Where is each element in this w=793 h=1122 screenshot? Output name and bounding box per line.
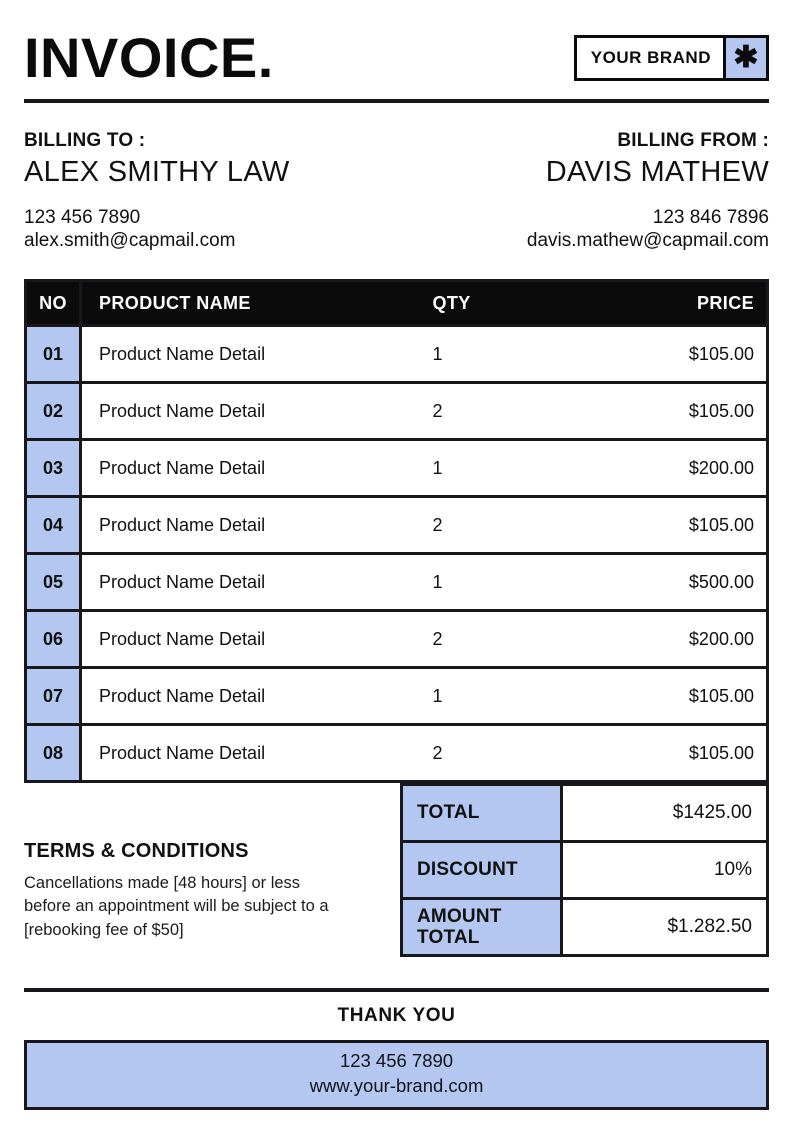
header-divider: [24, 99, 769, 103]
terms-and-summary: [24, 783, 769, 957]
item-number-cell: 04: [26, 497, 81, 554]
page-title: INVOICE.: [24, 26, 274, 89]
table-row: [26, 383, 768, 440]
item-number-cell: 01: [26, 326, 81, 383]
thank-you-text: THANK YOU: [337, 1005, 456, 1027]
summary-value-cell: $1425.00: [562, 785, 768, 842]
table-row: [26, 554, 768, 611]
item-price-cell: $105.00: [593, 497, 768, 554]
item-product-cell: Product Name Detail: [81, 611, 423, 668]
items-table-header: [26, 281, 768, 326]
item-product-cell: Product Name Detail: [81, 326, 423, 383]
item-number-cell: 03: [26, 440, 81, 497]
billing-section: [24, 130, 769, 252]
billing-to-email: alex.smith@capmail.com: [24, 230, 236, 252]
billing-from-phone: 123 846 7896: [652, 207, 769, 228]
table-row: [26, 668, 768, 725]
brand-badge: [574, 35, 769, 81]
column-header-product: PRODUCT NAME: [81, 281, 423, 326]
summary-row: [402, 785, 768, 842]
item-number-cell: 08: [26, 725, 81, 782]
brand-label: YOUR BRAND: [590, 48, 711, 67]
item-product-cell: Product Name Detail: [81, 668, 423, 725]
item-qty-cell: 2: [423, 611, 593, 668]
table-row: [26, 497, 768, 554]
summary-label-cell: TOTAL: [402, 785, 562, 842]
item-product-cell: Product Name Detail: [81, 383, 423, 440]
billing-from-email: davis.mathew@capmail.com: [526, 230, 769, 252]
summary-value-cell: $1.282.50: [562, 899, 768, 956]
billing-to-name: ALEX SMITHY LAW: [24, 156, 290, 188]
item-qty-cell: 1: [423, 326, 593, 383]
footer-phone: 123 456 7890: [339, 1050, 454, 1072]
footer-divider: [24, 988, 769, 992]
terms-body: Cancellations made [48 hours] or less before an appointment will be subject to a [rebooking fee of $50]: [24, 874, 329, 939]
item-qty-cell: 1: [423, 440, 593, 497]
billing-to-phone: 123 456 7890: [24, 207, 141, 228]
items-header-row: [26, 281, 768, 326]
summary-row: [402, 899, 768, 956]
item-price-cell: $200.00: [593, 440, 768, 497]
items-table-body: [26, 326, 768, 782]
item-product-cell: Product Name Detail: [81, 725, 423, 782]
item-number-cell: 07: [26, 668, 81, 725]
column-header-price: PRICE: [593, 281, 768, 326]
summary-value-cell: 10%: [562, 842, 768, 899]
table-row: [26, 611, 768, 668]
summary-table: [400, 783, 769, 957]
item-number-cell: 06: [26, 611, 81, 668]
item-price-cell: $200.00: [593, 611, 768, 668]
billing-to-contact: [24, 206, 290, 252]
column-header-no: NO: [26, 281, 81, 326]
item-product-cell: Product Name Detail: [81, 497, 423, 554]
billing-from-label: BILLING FROM :: [617, 130, 769, 151]
billing-from-block: [527, 130, 769, 252]
item-price-cell: $105.00: [593, 668, 768, 725]
terms-section: [24, 840, 364, 941]
table-row: [26, 725, 768, 782]
item-qty-cell: 2: [423, 383, 593, 440]
table-row: [26, 440, 768, 497]
item-qty-cell: 2: [423, 497, 593, 554]
table-row: [26, 326, 768, 383]
items-table: [24, 279, 769, 783]
item-number-cell: 02: [26, 383, 81, 440]
terms-heading: TERMS & CONDITIONS: [24, 840, 249, 863]
item-product-cell: Product Name Detail: [81, 554, 423, 611]
item-product-cell: Product Name Detail: [81, 440, 423, 497]
billing-to-block: [24, 130, 290, 252]
asterisk-icon: ✱: [723, 38, 766, 78]
item-price-cell: $105.00: [593, 725, 768, 782]
footer-website: www.your-brand.com: [309, 1075, 484, 1097]
item-number-cell: 05: [26, 554, 81, 611]
footer-contact-box: [24, 1040, 769, 1110]
item-price-cell: $500.00: [593, 554, 768, 611]
summary-table-body: [402, 785, 768, 956]
item-price-cell: $105.00: [593, 326, 768, 383]
billing-from-contact: [527, 206, 769, 252]
column-header-qty: QTY: [423, 281, 593, 326]
item-qty-cell: 2: [423, 725, 593, 782]
summary-row: [402, 842, 768, 899]
billing-from-name: DAVIS MATHEW: [545, 156, 769, 188]
item-price-cell: $105.00: [593, 383, 768, 440]
summary-label-cell: DISCOUNT: [402, 842, 562, 899]
header: [24, 26, 769, 89]
summary-label-cell: AMOUNT TOTAL: [402, 899, 562, 956]
item-qty-cell: 1: [423, 668, 593, 725]
billing-to-label: BILLING TO :: [24, 130, 146, 151]
item-qty-cell: 1: [423, 554, 593, 611]
